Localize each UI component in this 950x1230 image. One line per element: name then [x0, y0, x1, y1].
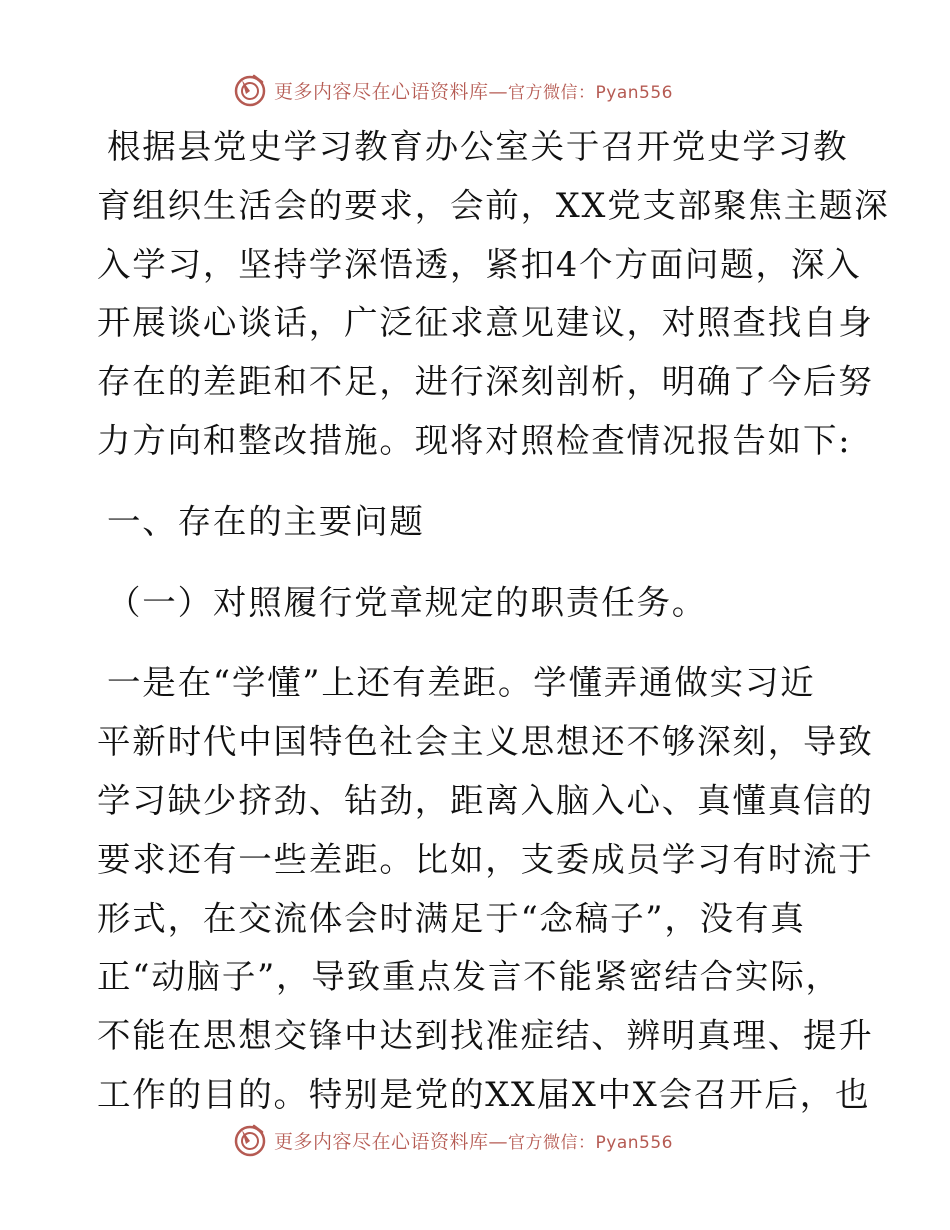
mouse-logo-icon [232, 1122, 268, 1158]
mouse-logo-icon [232, 72, 268, 108]
paragraph-line: 不能在思想交锋中达到找准症结、辨明真理、提升 [97, 1016, 874, 1056]
paragraph-line: 一是在“学懂”上还有差距。学懂弄通做实习近 [107, 663, 816, 703]
paragraph-line: 力方向和整改措施。现将对照检查情况报告如下: [97, 420, 852, 460]
paragraph-line: 开展谈心谈话，广泛征求意见建议，对照查找自身 [97, 303, 874, 343]
paragraph-line: 存在的差距和不足，进行深刻剖析，明确了今后努 [97, 362, 874, 402]
paragraph-line: 入学习，坚持学深悟透，紧扣4个方面问题，深入 [97, 244, 862, 284]
document-body [97, 118, 890, 1125]
subsection-heading: （一）对照履行党章规定的职责任务。 [107, 582, 708, 622]
paragraph-line: 平新时代中国特色社会主义思想还不够深刻，导致 [97, 722, 874, 762]
watermark-banner-bottom [232, 1120, 673, 1160]
paragraph-line: 要求还有一些差距。比如，支委成员学习有时流于 [97, 839, 874, 879]
watermark-text: 更多内容尽在心语资料库—官方微信：Pyan556 [274, 1130, 673, 1153]
section-heading: 一、存在的主要问题 [107, 501, 425, 541]
paragraph-line: 形式，在交流体会时满足于“念稿子”，没有真 [97, 898, 806, 938]
paragraph-line: 工作的目的。特别是党的XX届X中X会召开后，也 [97, 1074, 871, 1114]
watermark-banner-top [232, 70, 673, 110]
paragraph-line: 学习缺少挤劲、钻劲，距离入脑入心、真懂真信的 [97, 780, 874, 820]
paragraph-line: 育组织生活会的要求，会前，XX党支部聚焦主题深 [97, 185, 890, 225]
watermark-text: 更多内容尽在心语资料库—官方微信：Pyan556 [274, 80, 673, 103]
paragraph-line: 正“动脑子”，导致重点发言不能紧密结合实际， [97, 957, 841, 997]
paragraph-line: 根据县党史学习教育办公室关于召开党史学习教 [107, 127, 849, 166]
